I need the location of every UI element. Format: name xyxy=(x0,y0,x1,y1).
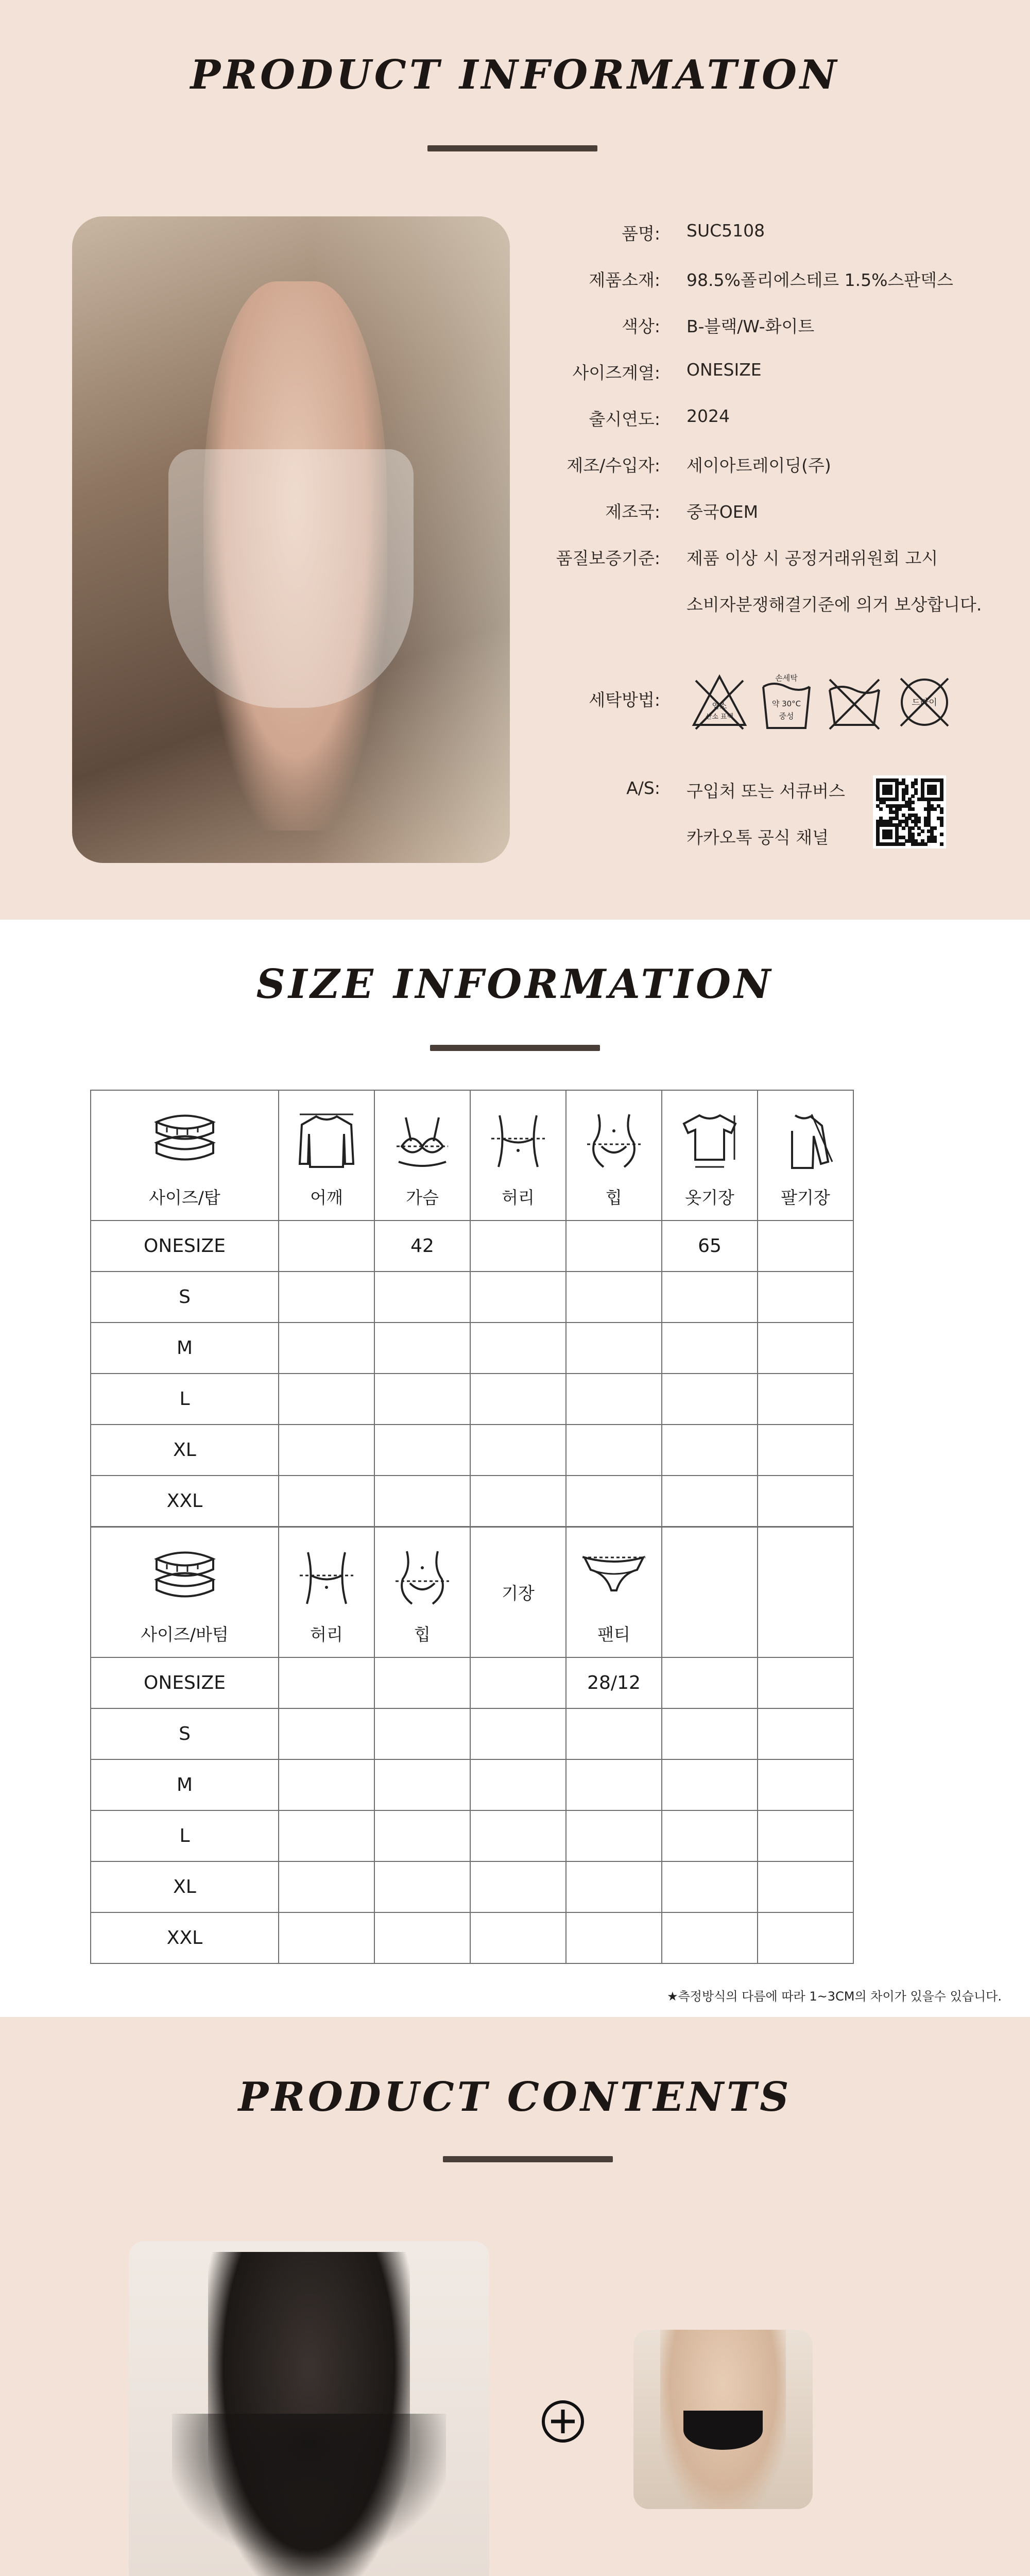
qr-cell xyxy=(940,798,943,801)
as-line-2: 카카오톡 공식 채널 xyxy=(686,827,829,848)
svg-text:염소: 염소 xyxy=(712,701,727,710)
qr-cell xyxy=(940,810,943,814)
measure-cell xyxy=(470,1708,566,1759)
measure-cell xyxy=(374,1272,470,1323)
measure-cell xyxy=(662,1476,758,1527)
header-cell xyxy=(279,1527,374,1657)
measure-cell xyxy=(662,1759,758,1810)
hand-wash-30-icon xyxy=(758,671,815,733)
qr-cell xyxy=(940,842,943,846)
qr-cell xyxy=(933,826,937,830)
qr-cell xyxy=(911,807,915,811)
table-row xyxy=(91,1810,853,1861)
measure-cell xyxy=(279,1272,374,1323)
measure-cell xyxy=(566,1476,662,1527)
qr-code-icon[interactable] xyxy=(873,775,946,849)
measure-cell xyxy=(662,1374,758,1425)
spec-row xyxy=(0,267,1030,298)
spec-label: 제조/수입자: xyxy=(566,455,660,476)
measure-cell xyxy=(374,1708,470,1759)
as-label: A/S: xyxy=(626,778,660,798)
panty-product-image xyxy=(633,2330,813,2509)
header-cell xyxy=(374,1090,470,1221)
spec-value: 제품 이상 시 공정거래위원회 고시 xyxy=(686,548,938,568)
product-contents-title: PRODUCT CONTENTS xyxy=(238,2074,792,2121)
header-label: 힙 xyxy=(606,1188,622,1208)
spec-value: 중국OEM xyxy=(686,502,759,522)
size-label-cell: L xyxy=(91,1810,279,1861)
qr-cell xyxy=(898,807,902,811)
spec-value: SUC5108 xyxy=(686,221,765,241)
spec-row xyxy=(0,499,1030,530)
header-cell xyxy=(91,1527,279,1657)
header-cell xyxy=(758,1090,853,1221)
measure-cell xyxy=(662,1912,758,1963)
bottom-header-row xyxy=(91,1527,853,1657)
header-label: 허리 xyxy=(310,1624,343,1645)
spec-row xyxy=(0,360,1030,391)
size-label-cell: XXL xyxy=(91,1912,279,1963)
table-row xyxy=(91,1425,853,1476)
table-row xyxy=(91,1657,853,1708)
measure-cell xyxy=(279,1708,374,1759)
measure-cell xyxy=(279,1374,374,1425)
measure-cell xyxy=(566,1912,662,1963)
qr-cell xyxy=(921,829,924,833)
measure-cell xyxy=(566,1861,662,1912)
spec-label: 품질보증기준: xyxy=(556,548,660,568)
measure-cell xyxy=(566,1708,662,1759)
header-label: 기장 xyxy=(502,1583,535,1603)
qr-cell xyxy=(879,807,883,811)
size-label-cell: XXL xyxy=(91,1476,279,1527)
qr-cell xyxy=(914,782,918,785)
spec-value: B-블랙/W-화이트 xyxy=(686,316,815,336)
measure-cell xyxy=(470,1657,566,1708)
measure-cell: 42 xyxy=(374,1221,470,1272)
measure-cell xyxy=(758,1425,853,1476)
spec-value: ONESIZE xyxy=(686,360,762,380)
measure-cell xyxy=(662,1425,758,1476)
spec-label: 색상: xyxy=(622,316,660,336)
qr-cell xyxy=(917,833,921,836)
header-cell xyxy=(470,1527,566,1657)
table-row xyxy=(91,1221,853,1272)
waist-icon xyxy=(296,1547,357,1609)
measure-cell xyxy=(566,1323,662,1374)
measure-cell xyxy=(566,1272,662,1323)
qr-cell xyxy=(933,791,937,795)
header-cell xyxy=(279,1090,374,1221)
measure-cell xyxy=(470,1861,566,1912)
spec-value: 98.5%폴리에스테르 1.5%스판덱스 xyxy=(686,270,953,290)
qr-cell xyxy=(911,826,915,830)
header-label: 사이즈/바텀 xyxy=(141,1624,229,1645)
measure-cell xyxy=(758,1708,853,1759)
slip-product-image xyxy=(129,2241,489,2576)
spec-label: 제조국: xyxy=(605,502,660,522)
size-label-cell: XL xyxy=(91,1861,279,1912)
no-tumble-dry-icon xyxy=(823,671,885,733)
measure-cell xyxy=(279,1323,374,1374)
qr-cell xyxy=(902,842,905,846)
header-cell xyxy=(566,1527,662,1657)
table-row xyxy=(91,1272,853,1323)
measure-cell xyxy=(374,1912,470,1963)
photo-lace-garment xyxy=(168,449,414,708)
measure-cell xyxy=(470,1221,566,1272)
bottom-size-table xyxy=(90,1527,854,1964)
measurement-note: ★측정방식의 다름에 따라 1~3CM의 차이가 있을수 있습니다. xyxy=(667,1989,1002,2004)
measure-cell xyxy=(662,1810,758,1861)
wash-icons xyxy=(689,671,956,736)
measure-cell xyxy=(758,1476,853,1527)
measure-cell xyxy=(758,1323,853,1374)
header-label: 사이즈/탑 xyxy=(149,1188,220,1208)
header-cell xyxy=(662,1527,758,1657)
panty-icon xyxy=(580,1547,647,1599)
no-bleach-icon xyxy=(689,671,750,733)
measure-cell xyxy=(279,1861,374,1912)
measure-cell xyxy=(374,1425,470,1476)
measure-cell xyxy=(279,1657,374,1708)
measure-cell xyxy=(758,1221,853,1272)
header-cell xyxy=(662,1090,758,1221)
spec-row xyxy=(0,545,1030,576)
bust-icon xyxy=(391,1110,453,1172)
measure-cell xyxy=(566,1759,662,1810)
measure-cell xyxy=(758,1272,853,1323)
measure-cell xyxy=(374,1657,470,1708)
measure-cell xyxy=(374,1861,470,1912)
qr-cell xyxy=(905,791,908,795)
measure-cell: 65 xyxy=(662,1221,758,1272)
header-label: 옷기장 xyxy=(685,1188,734,1208)
table-row xyxy=(91,1476,853,1527)
waist-icon xyxy=(487,1110,549,1172)
measure-cell xyxy=(279,1221,374,1272)
header-cell xyxy=(374,1527,470,1657)
measure-cell xyxy=(470,1323,566,1374)
measure-cell xyxy=(758,1861,853,1912)
sleeve-length-icon xyxy=(775,1110,836,1172)
qr-cell xyxy=(889,836,892,839)
svg-text:중성: 중성 xyxy=(779,711,794,721)
tshirt-length-icon xyxy=(679,1110,741,1172)
measure-cell xyxy=(374,1323,470,1374)
measure-cell xyxy=(470,1912,566,1963)
as-line-1: 구입처 또는 서큐버스 xyxy=(686,781,845,801)
measure-cell xyxy=(470,1810,566,1861)
header-cell xyxy=(91,1090,279,1221)
spec-value: 세이아트레이딩(주) xyxy=(686,455,831,476)
measure-cell xyxy=(279,1810,374,1861)
title-divider xyxy=(430,1045,600,1051)
measure-cell xyxy=(470,1374,566,1425)
qr-cell xyxy=(940,823,943,827)
size-label-cell: M xyxy=(91,1759,279,1810)
measure-cell xyxy=(662,1657,758,1708)
spec-row xyxy=(0,406,1030,437)
spec-row xyxy=(0,313,1030,344)
qr-cell xyxy=(924,842,928,846)
qr-cell xyxy=(911,801,915,804)
measure-cell: 28/12 xyxy=(566,1657,662,1708)
header-label: 팬티 xyxy=(597,1624,630,1645)
measure-cell xyxy=(470,1425,566,1476)
size-information-title: SIZE INFORMATION xyxy=(256,961,774,1008)
size-label-cell: ONESIZE xyxy=(91,1221,279,1272)
table-row xyxy=(91,1374,853,1425)
measure-cell xyxy=(279,1759,374,1810)
measure-cell xyxy=(374,1810,470,1861)
size-label-cell: ONESIZE xyxy=(91,1657,279,1708)
header-cell xyxy=(470,1090,566,1221)
spec-label: 출시연도: xyxy=(589,409,660,429)
measure-cell xyxy=(662,1708,758,1759)
spec-label: 품명: xyxy=(622,224,660,244)
measure-cell xyxy=(279,1425,374,1476)
wash-label: 세탁방법: xyxy=(589,690,660,710)
measure-cell xyxy=(374,1759,470,1810)
measure-cell xyxy=(470,1476,566,1527)
measure-cell xyxy=(662,1272,758,1323)
measure-cell xyxy=(758,1912,853,1963)
svg-text:드라이: 드라이 xyxy=(912,698,937,708)
title-divider xyxy=(443,2156,613,2162)
measure-cell xyxy=(566,1810,662,1861)
header-label: 팔기장 xyxy=(781,1188,830,1208)
top-header-row xyxy=(91,1090,853,1221)
measure-cell xyxy=(758,1759,853,1810)
measure-cell xyxy=(662,1861,758,1912)
table-row xyxy=(91,1323,853,1374)
spec-label: 제품소재: xyxy=(589,270,660,290)
qr-cell xyxy=(902,826,905,830)
measure-cell xyxy=(566,1425,662,1476)
size-label-cell: L xyxy=(91,1374,279,1425)
measure-cell xyxy=(374,1374,470,1425)
header-label: 어깨 xyxy=(310,1188,343,1208)
table-row xyxy=(91,1708,853,1759)
measure-cell xyxy=(566,1374,662,1425)
spec-value: 2024 xyxy=(686,406,730,426)
measure-cell xyxy=(470,1759,566,1810)
size-label-cell: S xyxy=(91,1708,279,1759)
sweater-icon xyxy=(296,1110,357,1172)
qr-cell xyxy=(933,839,937,843)
qr-cell xyxy=(940,833,943,836)
qr-cell xyxy=(895,798,899,801)
panty-lace xyxy=(683,2411,762,2450)
spec-row xyxy=(0,452,1030,483)
top-size-table xyxy=(90,1090,854,1527)
measure-cell xyxy=(758,1810,853,1861)
measure-cell xyxy=(758,1374,853,1425)
tape-measure-icon xyxy=(146,1109,224,1176)
svg-text:약 30°C: 약 30°C xyxy=(771,699,801,708)
qr-cell xyxy=(917,820,921,823)
header-label: 힙 xyxy=(414,1624,431,1645)
product-information-title: PRODUCT INFORMATION xyxy=(190,52,840,98)
measure-cell xyxy=(279,1476,374,1527)
measure-cell xyxy=(566,1221,662,1272)
measure-cell xyxy=(758,1657,853,1708)
title-divider xyxy=(427,145,597,151)
table-row xyxy=(91,1861,853,1912)
measure-cell xyxy=(662,1323,758,1374)
measure-cell xyxy=(470,1272,566,1323)
size-label-cell: S xyxy=(91,1272,279,1323)
hip-icon xyxy=(583,1110,645,1172)
measure-cell xyxy=(374,1476,470,1527)
qr-cell xyxy=(933,807,937,811)
header-label: 허리 xyxy=(502,1188,535,1208)
svg-text:손세탁: 손세탁 xyxy=(775,673,798,683)
header-cell xyxy=(566,1090,662,1221)
header-cell xyxy=(758,1527,853,1657)
qr-cell xyxy=(911,794,915,798)
slip-skirt xyxy=(172,2414,446,2557)
qr-cell xyxy=(889,791,892,795)
spec-row xyxy=(0,221,1030,251)
tape-measure-icon xyxy=(146,1546,224,1613)
svg-text:산소 표백: 산소 표백 xyxy=(705,713,734,721)
table-row xyxy=(91,1759,853,1810)
spec-label: 사이즈계열: xyxy=(572,363,660,383)
spec-value: 소비자분쟁해결기준에 의거 보상합니다. xyxy=(686,595,982,615)
product-information-section xyxy=(0,0,1030,920)
header-label: 가슴 xyxy=(406,1188,439,1208)
no-dry-clean-icon xyxy=(894,671,955,733)
size-label-cell: M xyxy=(91,1323,279,1374)
spec-row xyxy=(0,591,1030,622)
table-row xyxy=(91,1912,853,1963)
measure-cell xyxy=(279,1912,374,1963)
plus-icon xyxy=(541,2399,585,2444)
hip-icon xyxy=(391,1547,453,1609)
qr-cell xyxy=(914,791,918,795)
size-label-cell: XL xyxy=(91,1425,279,1476)
